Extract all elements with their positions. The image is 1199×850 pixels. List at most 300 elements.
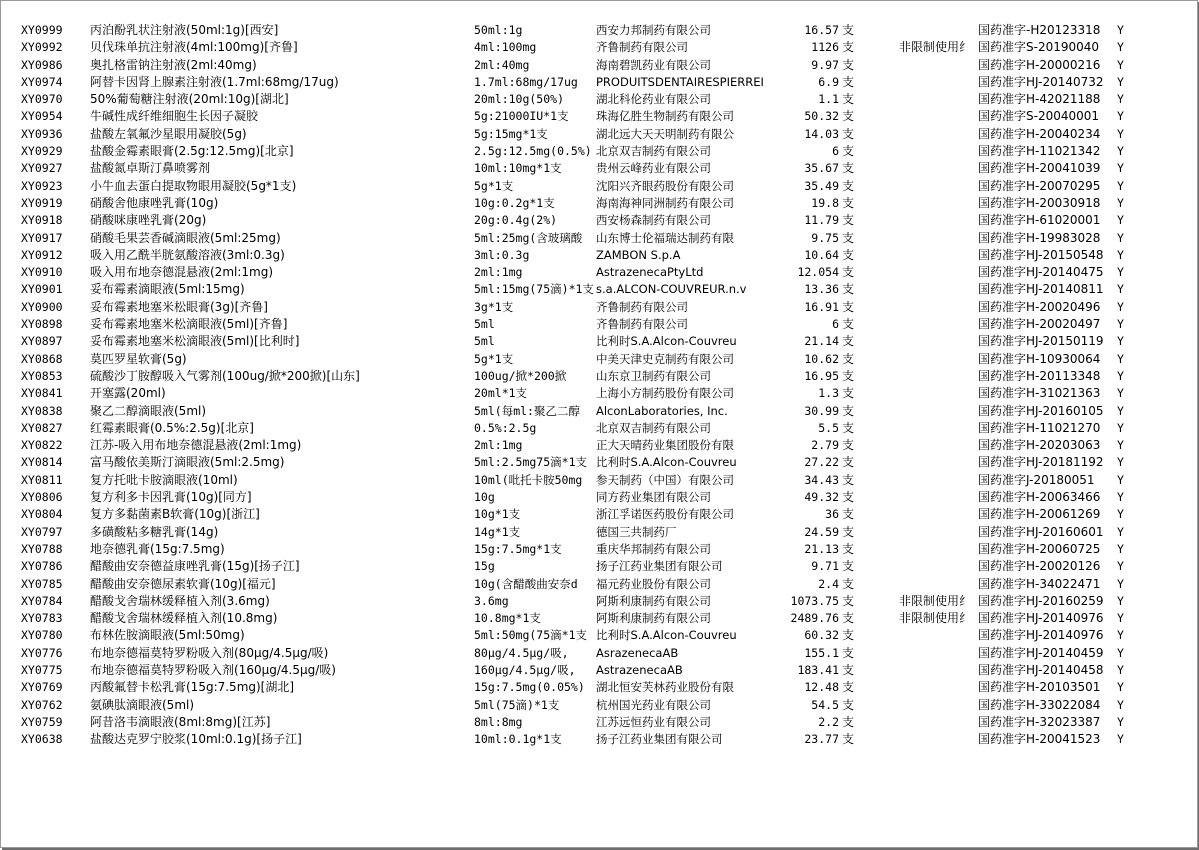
drug-code-cell: XY0974 [21, 74, 63, 89]
approval-number-cell: 国药准字HJ-20140459 [978, 645, 1104, 660]
drug-name-cell: 小牛血去蛋白提取物眼用凝胶(5g*1支) [90, 178, 297, 193]
flag-cell: Y [1117, 282, 1124, 297]
price-cell: 9.97 [811, 57, 839, 72]
table-row [1, 679, 1197, 696]
table-row [1, 22, 1197, 39]
approval-number-cell: 国药准字H-20020497 [978, 317, 1101, 332]
unit-cell: 支 [842, 455, 855, 470]
unit-cell: 支 [842, 282, 855, 297]
table-row [1, 645, 1197, 662]
flag-cell: Y [1117, 126, 1124, 141]
drug-code-cell: XY0853 [21, 368, 63, 383]
specification-cell: 5ml(每ml:聚乙二醇 [474, 403, 580, 418]
price-cell: 2489.76 [790, 611, 839, 626]
approval-number-cell: 国药准字H-20020126 [978, 559, 1101, 574]
unit-cell: 支 [842, 490, 855, 505]
unit-cell: 支 [842, 109, 855, 124]
unit-cell: 支 [842, 23, 855, 37]
flag-cell: Y [1117, 386, 1124, 401]
flag-cell: Y [1117, 40, 1124, 55]
drug-code-cell: XY0822 [21, 438, 63, 453]
approval-number-cell: 国药准字HJ-20140475 [978, 265, 1104, 280]
manufacturer-cell: 湖北科伦药业有限公司 [596, 92, 711, 107]
unit-cell: 支 [842, 403, 855, 418]
approval-number-cell: 国药准字H-42021188 [978, 92, 1101, 107]
table-row [1, 143, 1197, 160]
approval-number-cell: 国药准字H-11021342 [978, 144, 1101, 159]
specification-cell: 5g:21000IU*1支 [474, 109, 569, 124]
unit-cell: 支 [842, 195, 855, 210]
drug-code-cell: XY0838 [21, 403, 63, 418]
drug-code-cell: XY0775 [21, 662, 63, 677]
approval-number-cell: 国药准字H-20060725 [978, 541, 1101, 556]
price-cell: 1126 [811, 40, 839, 55]
price-cell: 14.03 [804, 126, 839, 141]
flag-cell: Y [1117, 161, 1124, 176]
manufacturer-cell: 扬子江药业集团有限公司 [596, 559, 723, 574]
table-row [1, 610, 1197, 627]
unit-cell: 支 [842, 714, 855, 729]
specification-cell: 5ml:15mg(75滴)*1支 [474, 282, 594, 297]
approval-number-cell: 国药准字H-20070295 [978, 178, 1101, 193]
table-row [1, 281, 1197, 298]
drug-name-cell: 贝伐珠单抗注射液(4ml:100mg)[齐鲁] [90, 40, 298, 55]
table-row [1, 74, 1197, 91]
manufacturer-cell: s.a.ALCON-COUVREUR.n.v [596, 282, 747, 297]
table-row [1, 108, 1197, 125]
drug-code-cell: XY0785 [21, 576, 63, 591]
drug-name-cell: 富马酸依美斯汀滴眼液(5ml:2.5mg) [90, 455, 285, 470]
drug-price-list [1, 22, 1197, 748]
specification-cell: 3ml:0.3g [474, 247, 530, 262]
specification-cell: 4ml:100mg [474, 40, 537, 55]
price-cell: 183.41 [797, 662, 839, 677]
unit-cell: 支 [842, 420, 855, 435]
unit-cell: 支 [842, 593, 855, 608]
manufacturer-cell: 西安杨森制药有限公司 [596, 213, 711, 228]
drug-code-cell: XY0910 [21, 265, 63, 280]
specification-cell: 10g:0.2g*1支 [474, 195, 555, 210]
drug-name-cell: 盐酸金霉素眼膏(2.5g:12.5mg)[北京] [90, 144, 294, 159]
price-cell: 36 [825, 507, 839, 522]
table-row [1, 731, 1197, 748]
drug-code-cell: XY0806 [21, 490, 63, 505]
manufacturer-cell: 比利时S.A.Alcon-Couvreu [596, 628, 737, 643]
price-cell: 6.9 [818, 74, 839, 89]
table-row [1, 212, 1197, 229]
approval-number-cell: 国药准字H-31021363 [978, 386, 1101, 401]
table-row [1, 333, 1197, 350]
drug-name-cell: 阿昔洛韦滴眼液(8ml:8mg)[江苏] [90, 714, 271, 729]
manufacturer-cell: 西安力邦制药有限公司 [596, 23, 711, 37]
specification-cell: 15g [474, 559, 495, 574]
unit-cell: 支 [842, 732, 855, 747]
drug-name-cell: 硫酸沙丁胺醇吸入气雾剂(100ug/掀*200掀)[山东] [90, 368, 360, 383]
unit-cell: 支 [842, 161, 855, 176]
table-row [1, 230, 1197, 247]
approval-number-cell: 国药准字H-20113348 [978, 368, 1101, 383]
table-row [1, 472, 1197, 489]
approval-number-cell: 国药准字J-20180051 [978, 472, 1095, 487]
unit-cell: 支 [842, 541, 855, 556]
flag-cell: Y [1117, 559, 1124, 574]
specification-cell: 0.5%:2.5g [474, 420, 537, 435]
specification-cell: 80μg/4.5μg/吸, [474, 645, 569, 660]
approval-number-cell: 国药准字H-61020001 [978, 213, 1101, 228]
drug-name-cell: 妥布霉素滴眼液(5ml:15mg) [90, 282, 245, 297]
table-row [1, 437, 1197, 454]
approval-number-cell: 国药准字H-10930064 [978, 351, 1101, 366]
unit-cell: 支 [842, 92, 855, 107]
flag-cell: Y [1117, 490, 1124, 505]
manufacturer-cell: 参天制药（中国）有限公司 [596, 472, 734, 487]
unit-cell: 支 [842, 40, 855, 55]
table-row [1, 420, 1197, 437]
table-row [1, 385, 1197, 402]
table-row [1, 91, 1197, 108]
approval-number-cell: 国药准字H-32023387 [978, 714, 1101, 729]
drug-name-cell: 吸入用布地奈德混悬液(2ml:1mg) [90, 265, 274, 280]
manufacturer-cell: 北京双吉制药有限公司 [596, 420, 711, 435]
specification-cell: 3g*1支 [474, 299, 514, 314]
drug-name-cell: 醋酸曲安奈德尿素软膏(10g)[福元] [90, 576, 276, 591]
specification-cell: 2ml:1mg [474, 265, 523, 280]
approval-number-cell: 国药准字HJ-20140976 [978, 611, 1104, 626]
specification-cell: 20ml*1支 [474, 386, 528, 401]
manufacturer-cell: 沈阳兴齐眼药股份有限公司 [596, 178, 734, 193]
manufacturer-cell: 同方药业集团有限公司 [596, 490, 711, 505]
drug-name-cell: 复方利多卡因乳膏(10g)[同方] [90, 490, 252, 505]
manufacturer-cell: 阿斯利康制药有限公司 [596, 611, 711, 626]
drug-code-cell: XY0929 [21, 144, 63, 159]
drug-name-cell: 50%葡萄糖注射液(20ml:10g)[湖北] [90, 92, 289, 107]
approval-number-cell: 国药准字H-20041039 [978, 161, 1101, 176]
unit-cell: 支 [842, 559, 855, 574]
flag-cell: Y [1117, 611, 1124, 626]
unit-cell: 支 [842, 438, 855, 453]
flag-cell: Y [1117, 541, 1124, 556]
approval-number-cell: 国药准字HJ-20160105 [978, 403, 1104, 418]
manufacturer-cell: 比利时S.A.Alcon-Couvreu [596, 334, 737, 349]
approval-number-cell: 国药准字H-11021270 [978, 420, 1101, 435]
table-row [1, 506, 1197, 523]
approval-number-cell: 国药准字HJ-20140732 [978, 74, 1104, 89]
drug-code-cell: XY0769 [21, 680, 63, 695]
manufacturer-cell: 扬子江药业集团有限公司 [596, 732, 723, 747]
unit-cell: 支 [842, 472, 855, 487]
specification-cell: 5g*1支 [474, 351, 514, 366]
drug-name-cell: 复方托吡卡胺滴眼液(10ml) [90, 472, 238, 487]
unit-cell: 支 [842, 351, 855, 366]
price-cell: 13.36 [804, 282, 839, 297]
price-cell: 21.14 [804, 334, 839, 349]
drug-code-cell: XY0999 [21, 23, 63, 37]
flag-cell: Y [1117, 92, 1124, 107]
manufacturer-cell: 北京双吉制药有限公司 [596, 144, 711, 159]
approval-number-cell: 国药准字H-20030918 [978, 195, 1101, 210]
drug-code-cell: XY0901 [21, 282, 63, 297]
approval-number-cell: 国药准字H-20020496 [978, 299, 1101, 314]
drug-name-cell: 吸入用乙酰半胱氨酸溶液(3ml:0.3g) [90, 247, 285, 262]
drug-code-cell: XY0797 [21, 524, 63, 539]
flag-cell: Y [1117, 732, 1124, 747]
drug-code-cell: XY0898 [21, 317, 63, 332]
flag-cell: Y [1117, 662, 1124, 677]
unit-cell: 支 [842, 507, 855, 522]
price-cell: 1073.75 [790, 593, 839, 608]
manufacturer-cell: 齐鲁制药有限公司 [596, 317, 688, 332]
manufacturer-cell: AstrazenecaPtyLtd [596, 265, 704, 280]
drug-code-cell: XY0814 [21, 455, 63, 470]
approval-number-cell: 国药准字HJ-20140976 [978, 628, 1104, 643]
drug-code-cell: XY0776 [21, 645, 63, 660]
manufacturer-cell: PRODUITSDENTAIRESPIERREI [596, 74, 764, 89]
specification-cell: 8ml:8mg [474, 714, 523, 729]
specification-cell: 20ml:10g(50%) [474, 92, 565, 107]
table-row [1, 662, 1197, 679]
approval-number-cell: 国药准字HJ-20140811 [978, 282, 1104, 297]
specification-cell: 20g:0.4g(2%) [474, 213, 558, 228]
drug-name-cell: 硝酸咪康唑乳膏(20g) [90, 213, 207, 228]
drug-code-cell: XY0780 [21, 628, 63, 643]
drug-name-cell: 多磺酸粘多糖乳膏(14g) [90, 524, 219, 539]
specification-cell: 100ug/掀*200掀 [474, 368, 567, 383]
specification-cell: 2ml:1mg [474, 438, 523, 453]
drug-name-cell: 盐酸达克罗宁胶浆(10ml:0.1g)[扬子江] [90, 732, 302, 747]
table-row [1, 316, 1197, 333]
flag-cell: Y [1117, 455, 1124, 470]
flag-cell: Y [1117, 628, 1124, 643]
table-row [1, 178, 1197, 195]
table-row [1, 403, 1197, 420]
flag-cell: Y [1117, 472, 1124, 487]
flag-cell: Y [1117, 247, 1124, 262]
specification-cell: 5g*1支 [474, 178, 514, 193]
manufacturer-cell: 山东博士伦福瑞达制药有限 [596, 230, 734, 245]
price-cell: 155.1 [804, 645, 839, 660]
drug-name-cell: 丙酸氟替卡松乳膏(15g:7.5mg)[湖北] [90, 680, 295, 695]
price-cell: 49.32 [804, 490, 839, 505]
drug-name-cell: 阿替卡因肾上腺素注射液(1.7ml:68mg/17ug) [90, 74, 339, 89]
unit-cell: 支 [842, 524, 855, 539]
flag-cell: Y [1117, 524, 1124, 539]
manufacturer-cell: AstrazenecaAB [596, 662, 683, 677]
flag-cell: Y [1117, 593, 1124, 608]
drug-name-cell: 奥扎格雷钠注射液(2ml:40mg) [90, 57, 257, 72]
drug-name-cell: 江苏-吸入用布地奈德混悬液(2ml:1mg) [90, 438, 302, 453]
specification-cell: 5ml [474, 317, 495, 332]
price-cell: 1.1 [818, 92, 839, 107]
specification-cell: 5ml:25mg(含玻璃酸 [474, 230, 583, 245]
price-cell: 60.32 [804, 628, 839, 643]
price-cell: 2.79 [811, 438, 839, 453]
drug-name-cell: 妥布霉素地塞米松眼膏(3g)[齐鲁] [90, 299, 268, 314]
specification-cell: 15g:7.5mg(0.05%) [474, 680, 585, 695]
flag-cell: Y [1117, 178, 1124, 193]
drug-name-cell: 硝酸舍他康唑乳膏(10g) [90, 195, 219, 210]
drug-name-cell: 聚乙二醇滴眼液(5ml) [90, 403, 207, 418]
drug-code-cell: XY0868 [21, 351, 63, 366]
approval-number-cell: 国药准字-H20123318 [978, 23, 1101, 37]
manufacturer-cell: 珠海亿胜生物制药有限公司 [596, 109, 734, 124]
manufacturer-cell: 阿斯利康制药有限公司 [596, 593, 711, 608]
specification-cell: 3.6mg [474, 593, 509, 608]
table-row [1, 454, 1197, 471]
price-cell: 9.75 [811, 230, 839, 245]
usage-limit-cell: 非限制使用纟 [899, 40, 972, 55]
specification-cell: 5ml [474, 334, 495, 349]
specification-cell: 5ml(75滴)*1支 [474, 697, 560, 712]
drug-name-cell: 布地奈德福莫特罗粉吸入剂(160μg/4.5μg/吸) [90, 662, 336, 677]
unit-cell: 支 [842, 299, 855, 314]
table-row [1, 697, 1197, 714]
unit-cell: 支 [842, 334, 855, 349]
flag-cell: Y [1117, 680, 1124, 695]
price-cell: 16.91 [804, 299, 839, 314]
drug-code-cell: XY0788 [21, 541, 63, 556]
table-row [1, 39, 1197, 56]
specification-cell: 10ml:0.1g*1支 [474, 732, 562, 747]
specification-cell: 10g [474, 490, 495, 505]
flag-cell: Y [1117, 144, 1124, 159]
flag-cell: Y [1117, 213, 1124, 228]
flag-cell: Y [1117, 57, 1124, 72]
manufacturer-cell: 海南海神同洲制药有限公司 [596, 195, 734, 210]
manufacturer-cell: 上海小方制药股份有限公司 [596, 386, 734, 401]
unit-cell: 支 [842, 680, 855, 695]
manufacturer-cell: 贵州云峰药业有限公司 [596, 161, 711, 176]
approval-number-cell: 国药准字HJ-20160259 [978, 593, 1104, 608]
unit-cell: 支 [842, 628, 855, 643]
approval-number-cell: 国药准字H-20103501 [978, 680, 1101, 695]
price-cell: 27.22 [804, 455, 839, 470]
price-cell: 2.4 [818, 576, 839, 591]
flag-cell: Y [1117, 23, 1124, 37]
table-row [1, 247, 1197, 264]
approval-number-cell: 国药准字HJ-20160601 [978, 524, 1104, 539]
table-row [1, 627, 1197, 644]
flag-cell: Y [1117, 195, 1124, 210]
drug-name-cell: 盐酸氮卓斯汀鼻喷雾剂 [90, 161, 211, 176]
drug-name-cell: 布林佐胺滴眼液(5ml:50mg) [90, 628, 245, 643]
flag-cell: Y [1117, 351, 1124, 366]
manufacturer-cell: 德国三共制药厂 [596, 524, 677, 539]
specification-cell: 1.7ml:68mg/17ug [474, 74, 578, 89]
drug-name-cell: 盐酸左氧氟沙星眼用凝胶(5g) [90, 126, 247, 141]
table-row [1, 576, 1197, 593]
unit-cell: 支 [842, 265, 855, 280]
approval-number-cell: 国药准字H-20061269 [978, 507, 1101, 522]
flag-cell: Y [1117, 403, 1124, 418]
drug-name-cell: 丙泊酚乳状注射液(50ml:1g)[西安] [90, 23, 279, 37]
approval-number-cell: 国药准字HJ-20140458 [978, 662, 1104, 677]
approval-number-cell: 国药准字H-20040234 [978, 126, 1101, 141]
price-cell: 12.054 [797, 265, 839, 280]
manufacturer-cell: 比利时S.A.Alcon-Couvreu [596, 455, 737, 470]
unit-cell: 支 [842, 144, 855, 159]
approval-number-cell: 国药准字S-20190040 [978, 40, 1100, 55]
approval-number-cell: 国药准字H-20063466 [978, 490, 1101, 505]
table-row [1, 299, 1197, 316]
drug-code-cell: XY0897 [21, 334, 63, 349]
specification-cell: 50ml:1g [474, 23, 523, 37]
price-cell: 2.2 [818, 714, 839, 729]
manufacturer-cell: AsrazenecaAB [596, 645, 679, 660]
table-row [1, 558, 1197, 575]
price-cell: 23.77 [804, 732, 839, 747]
drug-code-cell: XY0762 [21, 697, 63, 712]
approval-number-cell: 国药准字H-20000216 [978, 57, 1101, 72]
approval-number-cell: 国药准字S-20040001 [978, 109, 1100, 124]
manufacturer-cell: 齐鲁制药有限公司 [596, 40, 688, 55]
price-cell: 34.43 [804, 472, 839, 487]
manufacturer-cell: 杭州国光药业有限公司 [596, 697, 711, 712]
price-cell: 35.67 [804, 161, 839, 176]
table-row [1, 126, 1197, 143]
usage-limit-cell: 非限制使用纟 [899, 611, 972, 626]
drug-code-cell: XY0923 [21, 178, 63, 193]
price-cell: 30.99 [804, 403, 839, 418]
approval-number-cell: 国药准字H-34022471 [978, 576, 1101, 591]
unit-cell: 支 [842, 74, 855, 89]
price-cell: 19.8 [811, 195, 839, 210]
approval-number-cell: 国药准字H-20203063 [978, 438, 1101, 453]
manufacturer-cell: 海南碧凯药业有限公司 [596, 57, 711, 72]
drug-code-cell: XY0804 [21, 507, 63, 522]
drug-code-cell: XY0783 [21, 611, 63, 626]
drug-code-cell: XY0784 [21, 593, 63, 608]
table-row [1, 351, 1197, 368]
price-cell: 11.79 [804, 213, 839, 228]
approval-number-cell: 国药准字HJ-20150548 [978, 247, 1104, 262]
flag-cell: Y [1117, 714, 1124, 729]
drug-code-cell: XY0900 [21, 299, 63, 314]
manufacturer-cell: 湖北恒安芙林药业股份有限 [596, 680, 734, 695]
drug-code-cell: XY0759 [21, 714, 63, 729]
table-row [1, 541, 1197, 558]
manufacturer-cell: 山东京卫制药有限公司 [596, 368, 711, 383]
manufacturer-cell: 中美天津史克制药有限公司 [596, 351, 734, 366]
manufacturer-cell: 重庆华邦制药有限公司 [596, 541, 711, 556]
unit-cell: 支 [842, 697, 855, 712]
manufacturer-cell: 湖北远大天天明制药有限公 [596, 126, 734, 141]
drug-name-cell: 红霉素眼膏(0.5%:2.5g)[北京] [90, 420, 254, 435]
table-row [1, 368, 1197, 385]
price-cell: 6 [832, 317, 839, 332]
unit-cell: 支 [842, 317, 855, 332]
specification-cell: 10g(含醋酸曲安奈d [474, 576, 578, 591]
flag-cell: Y [1117, 420, 1124, 435]
specification-cell: 10ml(吡托卡胺50mg [474, 472, 583, 487]
flag-cell: Y [1117, 334, 1124, 349]
drug-code-cell: XY0841 [21, 386, 63, 401]
drug-code-cell: XY0986 [21, 57, 63, 72]
flag-cell: Y [1117, 230, 1124, 245]
specification-cell: 5g:15mg*1支 [474, 126, 548, 141]
flag-cell: Y [1117, 507, 1124, 522]
drug-name-cell: 布地奈德福莫特罗粉吸入剂(80μg/4.5μg/吸) [90, 645, 329, 660]
specification-cell: 14g*1支 [474, 524, 521, 539]
drug-code-cell: XY0912 [21, 247, 63, 262]
drug-name-cell: 莫匹罗星软膏(5g) [90, 351, 187, 366]
flag-cell: Y [1117, 368, 1124, 383]
price-cell: 5.5 [818, 420, 839, 435]
drug-name-cell: 醋酸曲安奈德益康唑乳膏(15g)[扬子江] [90, 559, 300, 574]
unit-cell: 支 [842, 611, 855, 626]
table-row [1, 264, 1197, 281]
price-cell: 16.95 [804, 368, 839, 383]
drug-code-cell: XY0927 [21, 161, 63, 176]
